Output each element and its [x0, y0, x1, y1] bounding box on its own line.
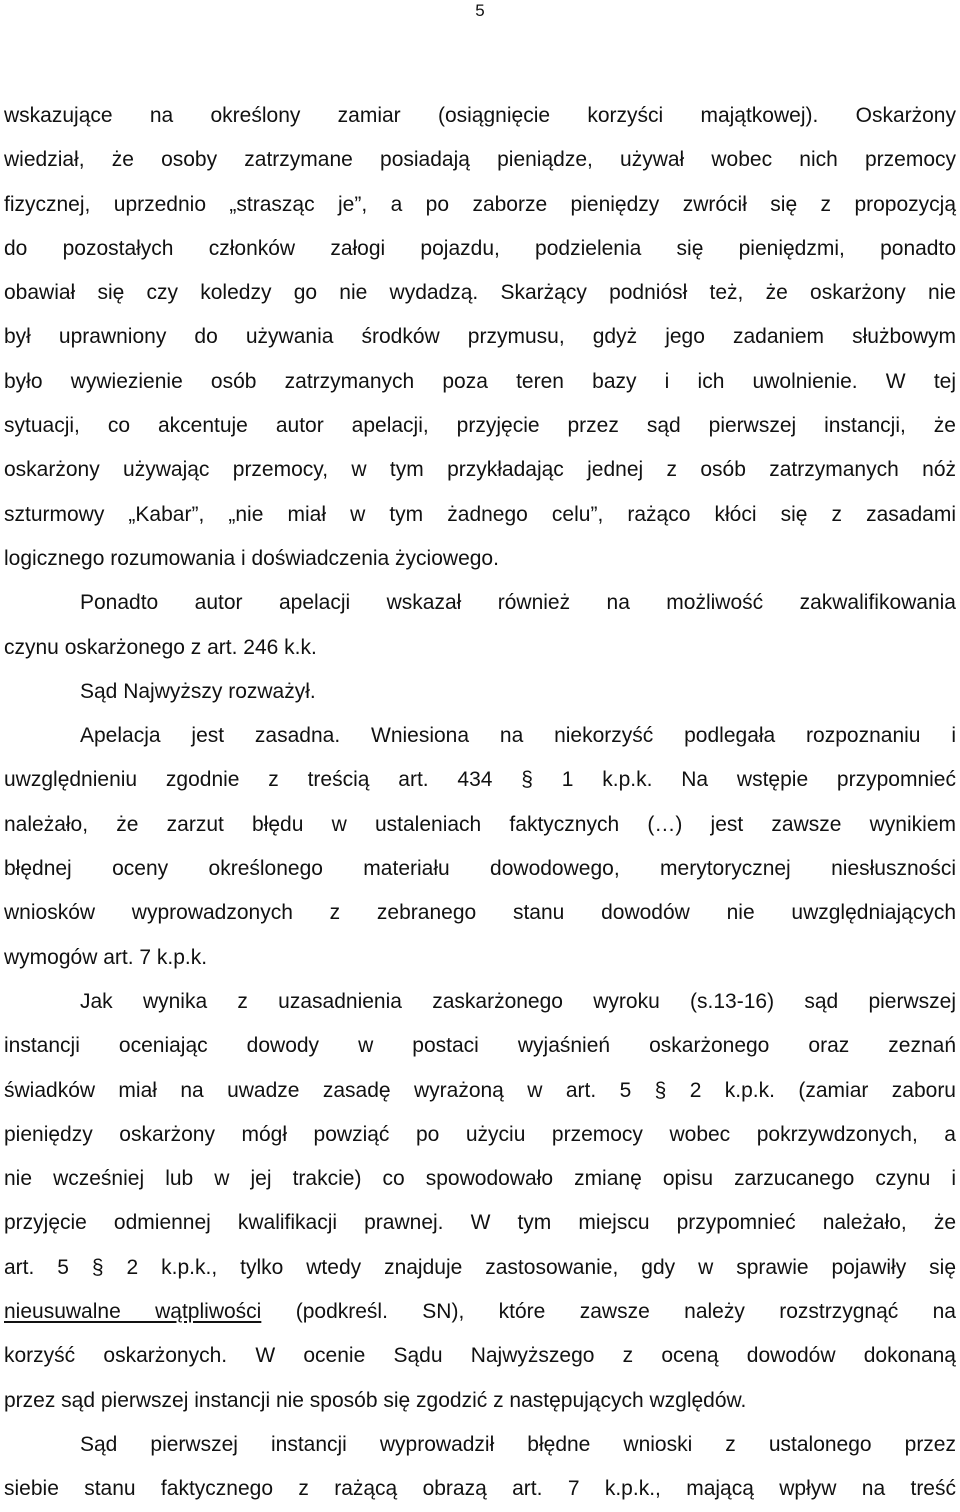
text-line: Apelacja jest zasadna. Wniesiona na niekorzyść podlegała rozpoznaniu i [80, 724, 956, 748]
text-line: błędnej oceny określonego materiału dowodowego, merytorycznej niesłuszności [4, 857, 956, 881]
text-line: siebie stanu faktycznego z rażącą obrazą art. 7 k.p.k., mającą wpływ na treść [4, 1477, 956, 1501]
text-line: oskarżony używając przemocy, w tym przykładając jednej z osób zatrzymanych nóż [4, 458, 956, 482]
text-line: Jak wynika z uzasadnienia zaskarżonego wyroku (s.13-16) sąd pierwszej [80, 989, 956, 1013]
text-line: instancji oceniając dowody w postaci wyjaśnień oskarżonego oraz zeznań [4, 1034, 956, 1058]
document-body [4, 94, 956, 1512]
text-line: był uprawniony do używania środków przymusu, gdyż jego zadaniem służbowym [4, 325, 956, 349]
underlined-phrase: nieusuwalne wątpliwości [4, 1300, 262, 1324]
text-line: przez sąd pierwszej instancji nie sposób się zgodzić z następujących względów. [4, 1388, 747, 1412]
text-line: przyjęcie odmiennej kwalifikacji prawnej. W tym miejscu przypomnieć należało, że [4, 1211, 956, 1235]
text-line: czynu oskarżonego z art. 246 k.k. [4, 635, 317, 659]
text-line: wniosków wyprowadzonych z zebranego stanu dowodów nie uwzględniających [4, 901, 956, 925]
page-number: 5 [475, 1, 485, 20]
text-line: nie wcześniej lub w jej trakcie) co spowodowało zmianę opisu zarzucanego czynu i [4, 1167, 956, 1191]
text-line: pieniędzy oskarżony mógł powziąć po użyciu przemocy wobec pokrzywdzonych, a [4, 1122, 956, 1146]
text-line: wskazujące na określony zamiar (osiągnięcie korzyści majątkowej). Oskarżony [4, 104, 956, 127]
text-line: do pozostałych członków załogi pojazdu, podzielenia się pieniędzmi, ponadto [4, 236, 956, 260]
text-line: Sąd Najwyższy rozważył. [80, 679, 316, 703]
text-line-with-underline [4, 1290, 956, 1334]
text-line: sytuacji, co akcentuje autor apelacji, przyjęcie przez sąd pierwszej instancji, że [4, 414, 956, 438]
text-line: świadków miał na uwadze zasadę wyrażoną w art. 5 § 2 k.p.k. (zamiar zaboru [4, 1078, 956, 1102]
text-line: było wywiezienie osób zatrzymanych poza teren bazy i ich uwolnienie. W tej [4, 369, 956, 393]
text-line-rest: (podkreśl. SN), które zawsze należy rozstrzygnąć na [295, 1300, 956, 1324]
text-line: Sąd pierwszej instancji wyprowadził błędne wnioski z ustalonego przez [80, 1432, 956, 1456]
text-line: fizycznej, uprzednio „strasząc je”, a po zaborze pieniędzy zwrócił się z propozycją [4, 192, 956, 216]
text-line: obawiał się czy koledzy go nie wydadzą. Skarżący podniósł też, że oskarżony nie [4, 281, 956, 305]
text-line: należało, że zarzut błędu w ustaleniach faktycznych (…) jest zawsze wynikiem [4, 812, 956, 836]
text-line: korzyść oskarżonych. W ocenie Sądu Najwyższego z oceną dowodów dokonaną [4, 1344, 956, 1368]
text-line: uwzględnieniu zgodnie z treścią art. 434 § 1 k.p.k. Na wstępie przypomnieć [4, 768, 956, 792]
text-line: szturmowy „Kabar”, „nie miał w tym żadnego celu”, rażąco kłóci się z zasadami [4, 502, 956, 526]
text-line: art. 5 § 2 k.p.k., tylko wtedy znajduje zastosowanie, gdy w sprawie pojawiły się [4, 1255, 956, 1279]
text-line: wymogów art. 7 k.p.k. [4, 945, 208, 969]
text-line: logicznego rozumowania i doświadczenia życiowego. [4, 546, 499, 570]
text-line: Ponadto autor apelacji wskazał również na możliwość zakwalifikowania [80, 591, 956, 615]
text-line: wiedział, że osoby zatrzymane posiadają pieniądze, używał wobec nich przemocy [4, 148, 956, 172]
